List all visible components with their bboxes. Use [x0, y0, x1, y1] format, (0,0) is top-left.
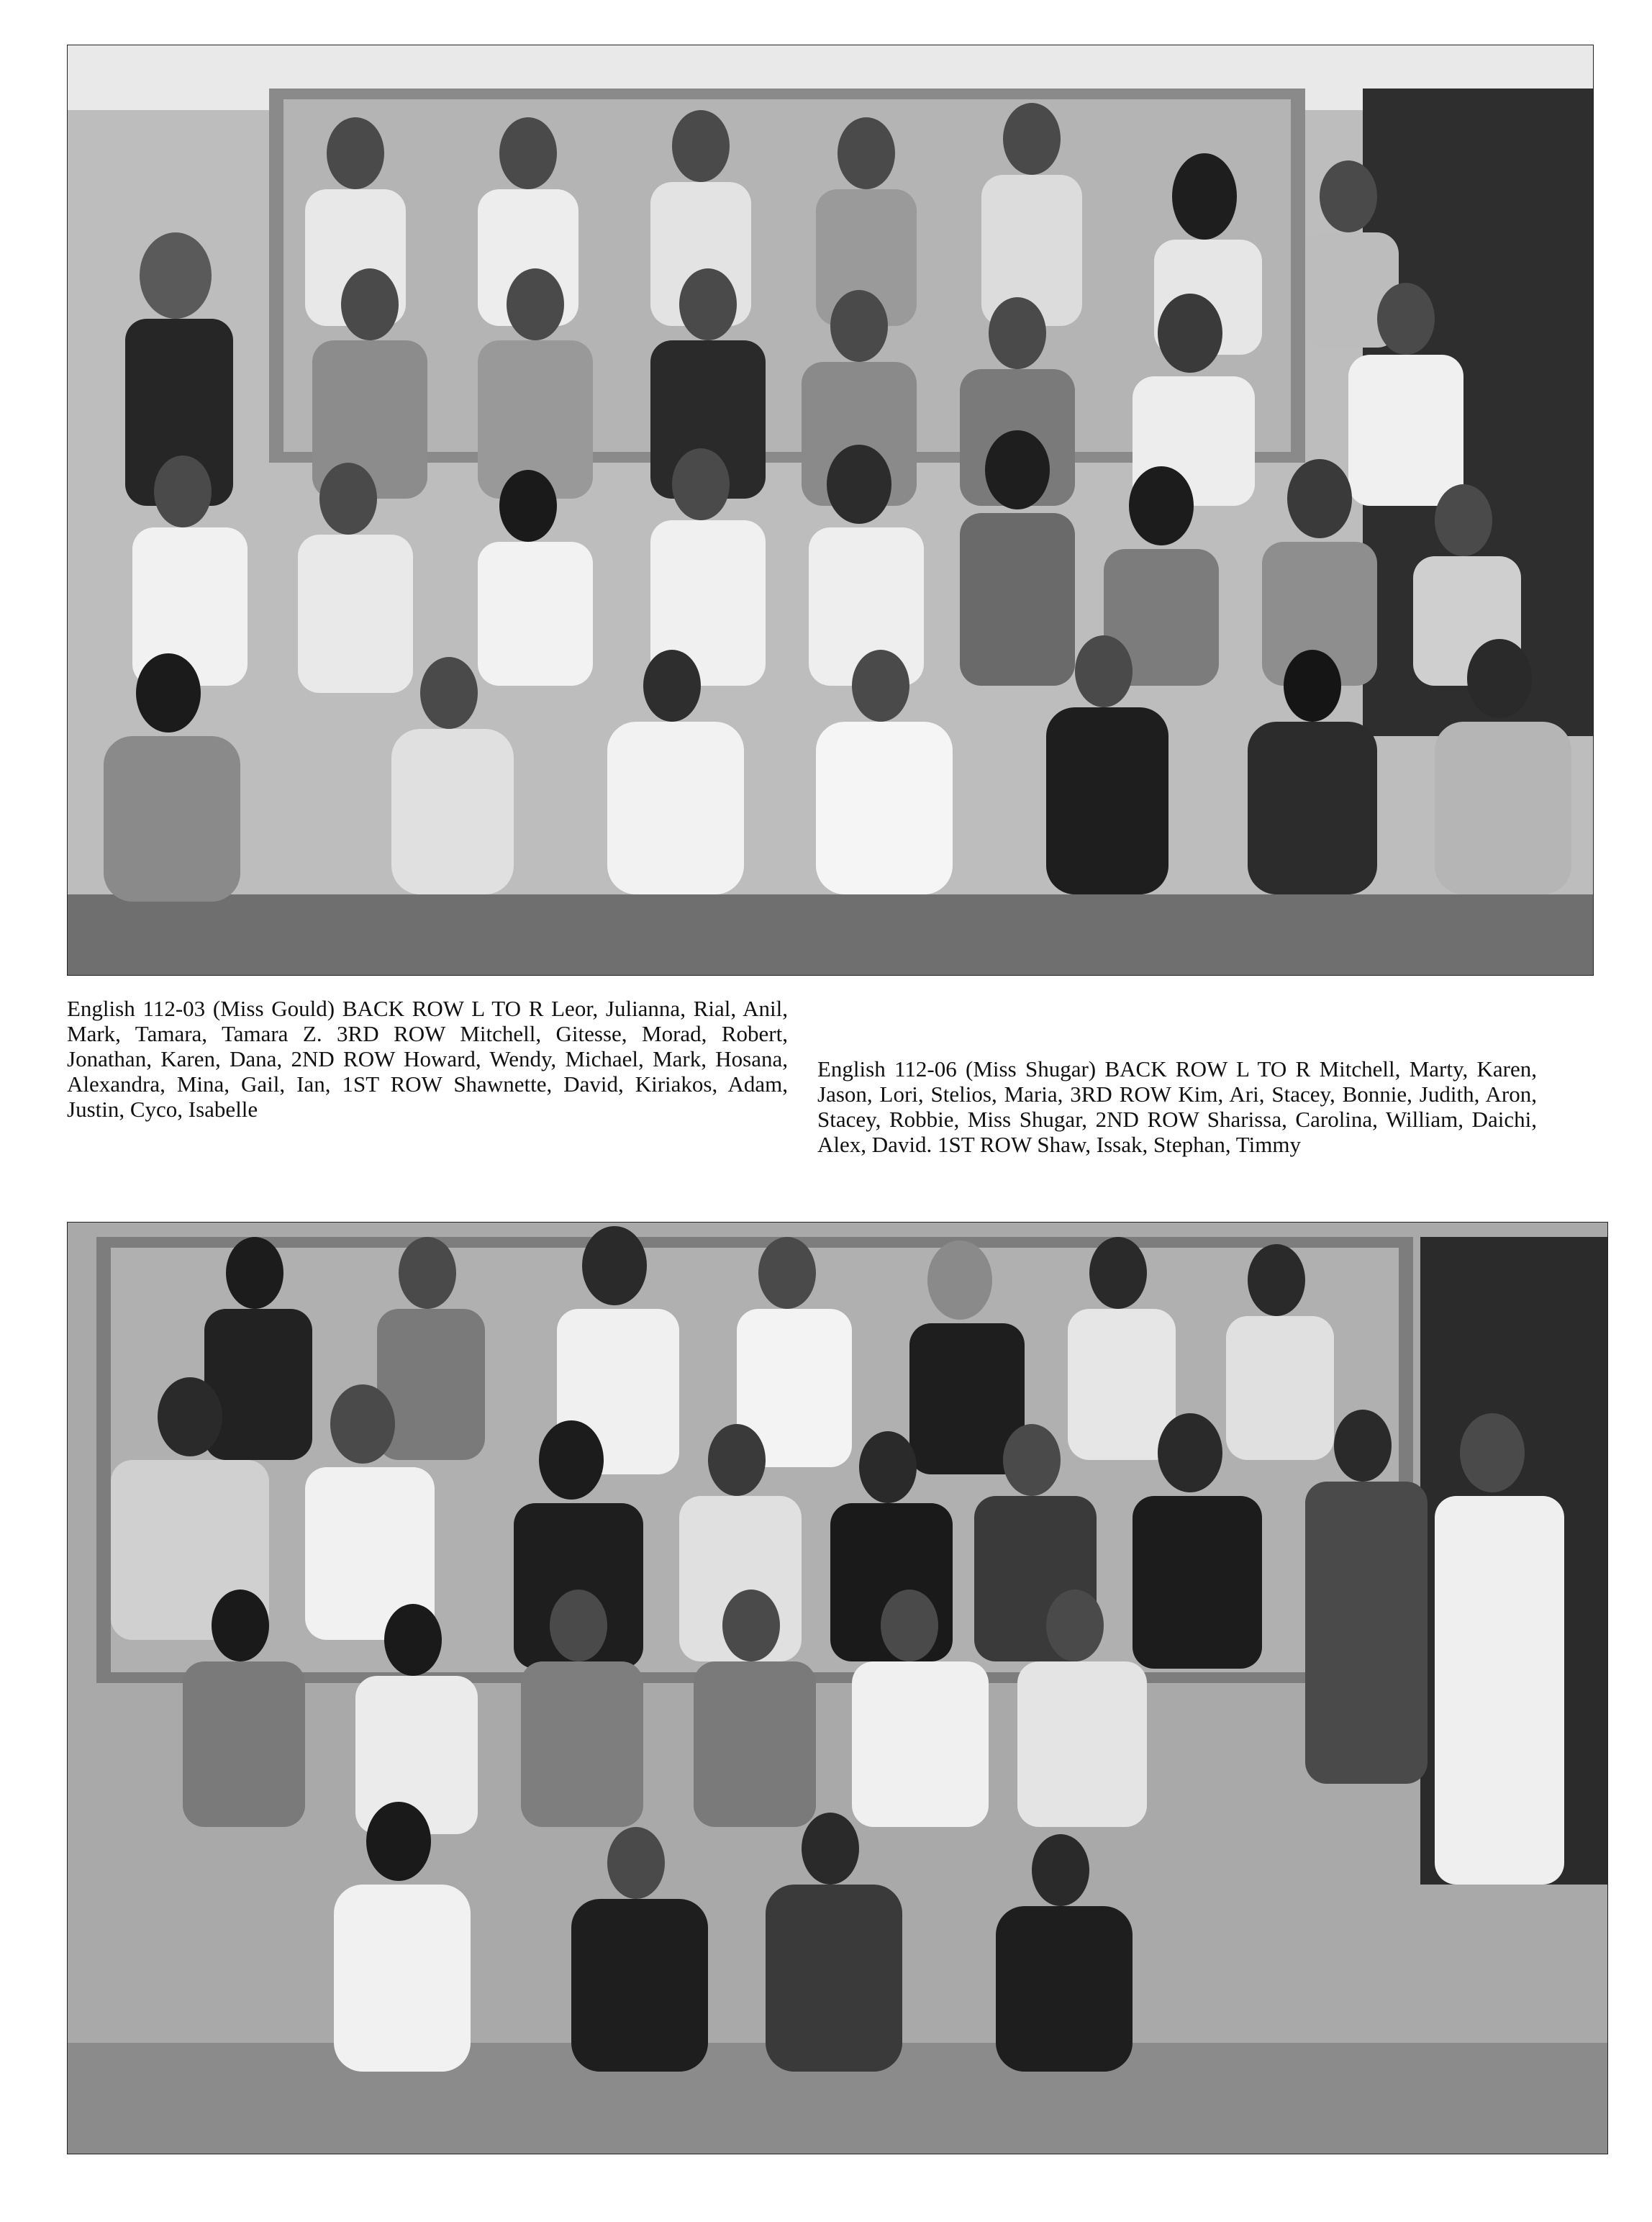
- class-photo-top-image: [68, 45, 1593, 975]
- caption-left-text: BACK ROW L TO R Leor, Julianna, Rial, Anil, Mark, Tamara, Tamara Z. 3RD ROW Mitchell, Gitesse, Morad, Robert, Jonathan, Karen, Dana, 2ND ROW Howard, Wendy, Michael, Mark, Hosana, Alexandra, Mina, Gail, Ian, 1ST ROW Shawnette, David, Kiriakos, Adam, Justin, Cyco, Isabelle: [67, 996, 788, 1122]
- caption-right-heading: English 112-06 (Miss Shugar): [817, 1056, 1097, 1081]
- caption-right-text: BACK ROW L TO R Mitchell, Marty, Karen, Jason, Lori, Stelios, Maria, 3RD ROW Kim, Ari, Stacey, Bonnie, Judith, Aron, Stacey, Robbie, Miss Shugar, 2ND ROW Sharissa, Carolina, William, Daichi, Alex, David. 1ST ROW Shaw, Issak, Stephan, Timmy: [817, 1056, 1537, 1157]
- caption-english-112-06: [817, 1056, 1537, 1157]
- class-photo-top: [67, 45, 1594, 976]
- caption-english-112-03: [67, 996, 788, 1122]
- caption-left-heading: English 112-03 (Miss Gould): [67, 996, 335, 1021]
- class-photo-bottom-image: [68, 1223, 1607, 2154]
- class-photo-bottom: [67, 1222, 1608, 2154]
